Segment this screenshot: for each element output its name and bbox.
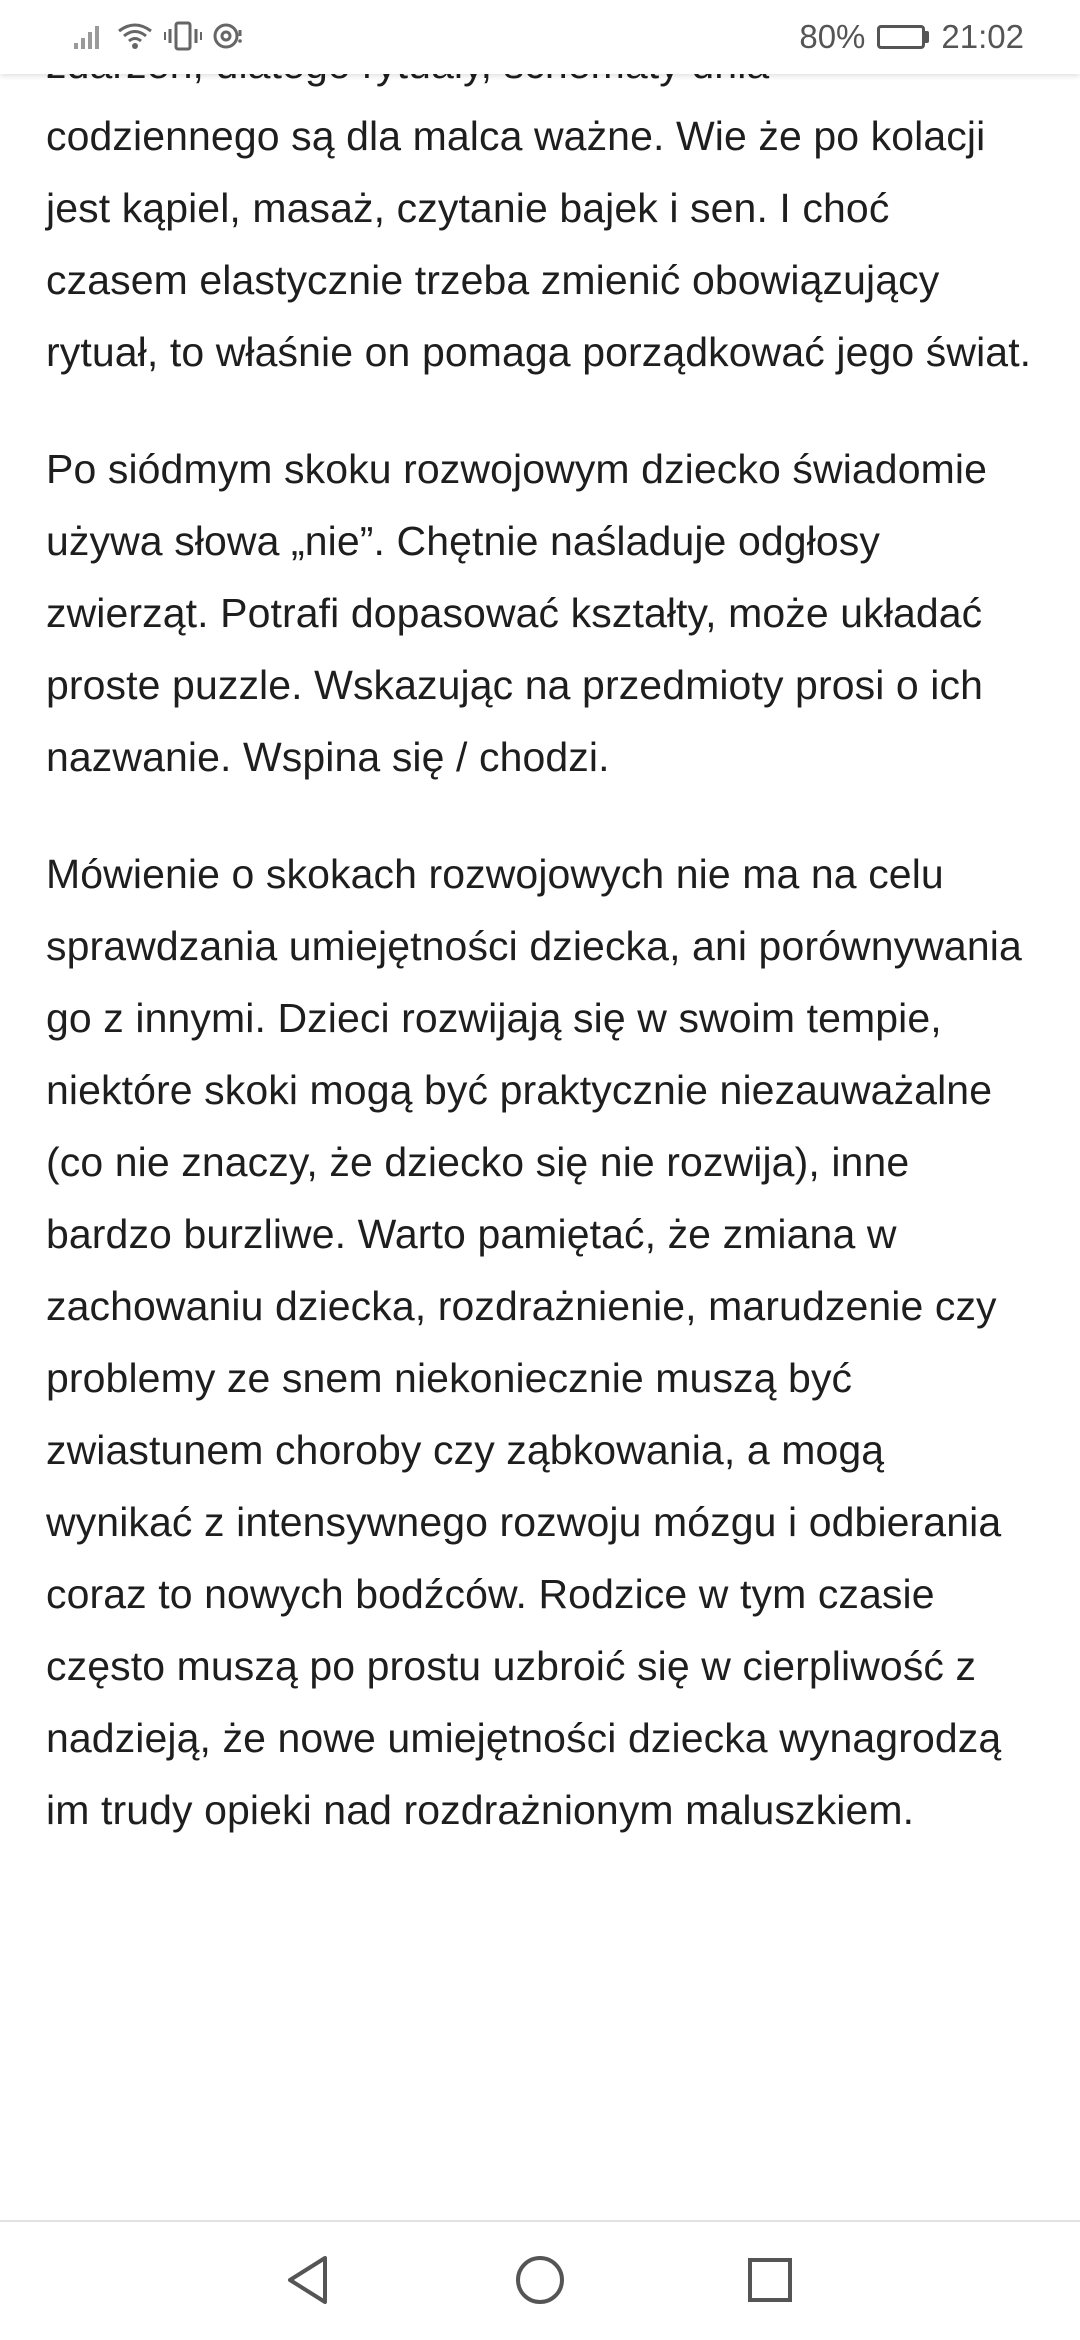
clock: 21:02	[941, 18, 1024, 55]
navigation-bar	[0, 2220, 1080, 2340]
status-right	[799, 14, 1024, 60]
vibrate-icon	[164, 20, 202, 57]
article-paragraph: Mówienie o skokach rozwojowych nie ma na celu sprawdzania umiejętności dziecka, ani porównywania go z innymi. Dzieci rozwijają się w swoim tempie, niektóre skoki mogą być praktycznie niezauważalne (co nie znaczy, że dziecko się nie rozwija), inne bardzo burzliwe. Warto pamiętać, że zmiana w zachowaniu dziecka, rozdrażnienie, marudzenie czy problemy ze snem niekoniecznie muszą być zwiastunem choroby czy ząbkowania, a mogą wynikać z intensywnego rozwoju mózgu i odbierania coraz to nowych bodźców. Rodzice w tym czasie często muszą po prostu uzbroić się w cierpliwość z nadzieją, że nowe umiejętności dziecka wynagrodzą im trudy opieki nad rozdrażnionym maluszkiem.	[46, 851, 1022, 1833]
nfc-icon	[212, 20, 246, 57]
battery-percent: 80%	[799, 18, 866, 55]
wifi-icon	[116, 21, 154, 56]
status-icons	[72, 18, 246, 58]
recents-icon[interactable]	[730, 2240, 810, 2320]
article-body[interactable]	[46, 28, 1034, 1846]
status-bar	[0, 0, 1080, 74]
home-icon[interactable]	[500, 2240, 580, 2320]
paragraph-text: codziennego są dla malca ważne. Wie że po kolacji jest kąpiel, masaż, czytanie bajek i sen. I choć czasem elastycznie trzeba zmienić obowiązujący rytuał, to właśnie on pomaga porządkować jego świat.	[46, 113, 1032, 375]
article-paragraph-continued	[46, 28, 1034, 388]
article-paragraph: Po siódmym skoku rozwojowym dziecko świadomie używa słowa „nie”. Chętnie naśladuje odgłosy zwierząt. Potrafi dopasować kształty, może układać proste puzzle. Wskazując na przedmioty prosi o ich nazwanie. Wspina się / chodzi.	[46, 446, 987, 780]
battery-icon	[877, 25, 929, 49]
back-icon[interactable]	[268, 2240, 348, 2320]
signal-icon	[72, 21, 106, 56]
